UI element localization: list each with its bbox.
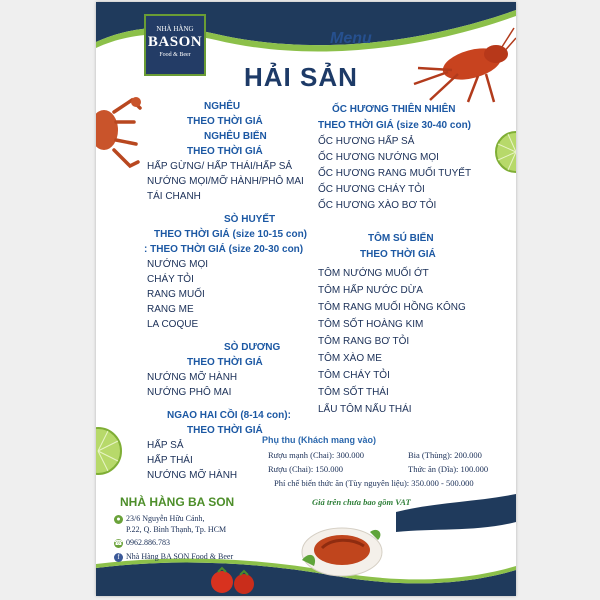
surcharge-processing: Phí chế biến thức ăn (Tùy nguyên liệu): 350.000 - 500.000 <box>274 478 474 488</box>
left-menu-item: TÁI CHANH <box>147 191 201 202</box>
right-menu-item: ỐC HƯƠNG NƯỚNG MỌI <box>318 152 439 163</box>
logo-brand-text: BASON <box>147 34 203 50</box>
phone-block <box>114 538 170 548</box>
facebook-block <box>114 552 233 562</box>
address-line1: 23/6 Nguyễn Hữu Cảnh, <box>126 514 205 523</box>
left-menu-item: RANG ME <box>147 304 194 315</box>
page-title: HẢI SẢN <box>244 62 358 92</box>
left-menu-item: LA COQUE <box>147 319 199 330</box>
right-menu-item: TÔM NƯỚNG MUỐI ỚT <box>318 268 429 279</box>
right-menu-item: ỐC HƯƠNG HẤP SẢ <box>318 136 415 147</box>
address-block <box>114 514 205 524</box>
left-menu-heading: NGHÊU <box>204 101 241 112</box>
surcharge-title: Phụ thu (Khách mang vào) <box>262 435 377 445</box>
left-menu-item: HẤP SẢ <box>147 440 184 451</box>
logo-small-text: NHÀ HÀNG <box>156 25 194 33</box>
logo-sub-text: Food & Beer <box>159 52 191 58</box>
right-menu-item: TÔM RANG BƠ TỎI <box>318 336 410 347</box>
right-menu-item: TÔM RANG MUỐI HỒNG KÔNG <box>318 302 466 313</box>
phone-number: 0962.886.783 <box>126 538 170 547</box>
left-menu-heading: THEO THỜI GIÁ <box>187 425 263 436</box>
left-menu-item: CHÁY TỎI <box>147 274 194 285</box>
left-menu-heading: SÒ DƯƠNG <box>224 342 281 353</box>
tomatoes-decoration <box>208 562 268 596</box>
left-menu-heading: NGHÊU BIỂN <box>204 131 267 142</box>
surcharge-food: Thức ăn (Dĩa): 100.000 <box>408 464 489 474</box>
right-menu-heading: THEO THỜI GIÁ <box>360 249 436 260</box>
left-menu-item: HẤP GỪNG/ HẤP THÁI/HẤP SẢ <box>147 161 293 172</box>
right-menu-item: LẨU TÔM NẤU THÁI <box>318 404 412 415</box>
menu-label: Menu <box>330 30 372 47</box>
left-menu-item: HẤP THÁI <box>147 455 193 466</box>
left-menu-item: RANG MUỐI <box>147 289 205 300</box>
left-menu-heading: SÒ HUYẾT <box>224 214 276 225</box>
left-menu-heading: NGAO HAI CỒI (8-14 con): <box>167 410 291 421</box>
restaurant-logo <box>144 14 206 76</box>
facebook-icon: f <box>114 553 123 562</box>
right-menu-item: TÔM SỐT HOÀNG KIM <box>318 319 424 330</box>
right-menu-item: TÔM CHÁY TỎI <box>318 370 390 381</box>
right-menu-item: TÔM HẤP NƯỚC DỪA <box>318 285 423 296</box>
left-menu-item: NƯỚNG MỠ HÀNH <box>147 372 238 383</box>
seafood-dish-image <box>292 510 392 580</box>
left-menu-heading: : THEO THỜI GIÁ (size 20-30 con) <box>144 244 304 255</box>
surcharge-strong-liquor: Rượu mạnh (Chai): 300.000 <box>268 450 364 460</box>
surcharge-wine: Rượu (Chai): 150.000 <box>268 464 343 474</box>
right-menu-heading: ỐC HƯƠNG THIÊN NHIÊN <box>332 104 456 115</box>
vat-note: Giá trên chưa bao gồm VAT <box>312 497 411 507</box>
right-menu-item: TÔM SỐT THÁI <box>318 387 389 398</box>
location-icon: ● <box>114 515 123 524</box>
right-menu-item: TÔM XÀO ME <box>318 353 382 364</box>
phone-icon: ☎ <box>114 538 123 547</box>
left-menu-heading: THEO THỜI GIÁ <box>187 357 263 368</box>
right-menu-heading: TÔM SÚ BIỂN <box>368 233 434 244</box>
address-line2: P.22, Q. Bình Thạnh, Tp. HCM <box>126 525 227 534</box>
right-menu-item: ỐC HƯƠNG RANG MUỐI TUYẾT <box>318 168 472 179</box>
left-menu-item: NƯỚNG MỠ HÀNH <box>147 470 238 481</box>
footer-restaurant-name: NHÀ HÀNG BA SON <box>120 495 235 509</box>
left-menu-item: NƯỚNG MỌI/MỠ HÀNH/PHÔ MAI <box>147 176 304 187</box>
left-menu-item: NƯỚNG MỌI <box>147 259 209 270</box>
left-menu-item: NƯỚNG PHÔ MAI <box>147 387 232 398</box>
left-menu-heading: THEO THỜI GIÁ <box>187 116 263 127</box>
left-menu-heading: THEO THỜI GIÁ <box>187 146 263 157</box>
right-menu-item: ỐC HƯƠNG XÀO BƠ TỎI <box>318 200 437 211</box>
lime-slice-right <box>494 130 516 174</box>
crab-illustration <box>96 82 144 178</box>
menu-page <box>96 2 516 596</box>
lime-slice-left <box>96 426 122 476</box>
right-menu-item: ỐC HƯƠNG CHÁY TỎI <box>318 184 425 195</box>
right-menu-heading: THEO THỜI GIÁ (size 30-40 con) <box>318 120 472 131</box>
surcharge-beer: Bia (Thùng): 200.000 <box>408 450 482 460</box>
lobster-illustration <box>408 24 516 104</box>
left-menu-heading: THEO THỜI GIÁ (size 10-15 con) <box>154 229 308 240</box>
facebook-page: Nhà Hàng BA SON Food & Beer <box>126 552 234 561</box>
